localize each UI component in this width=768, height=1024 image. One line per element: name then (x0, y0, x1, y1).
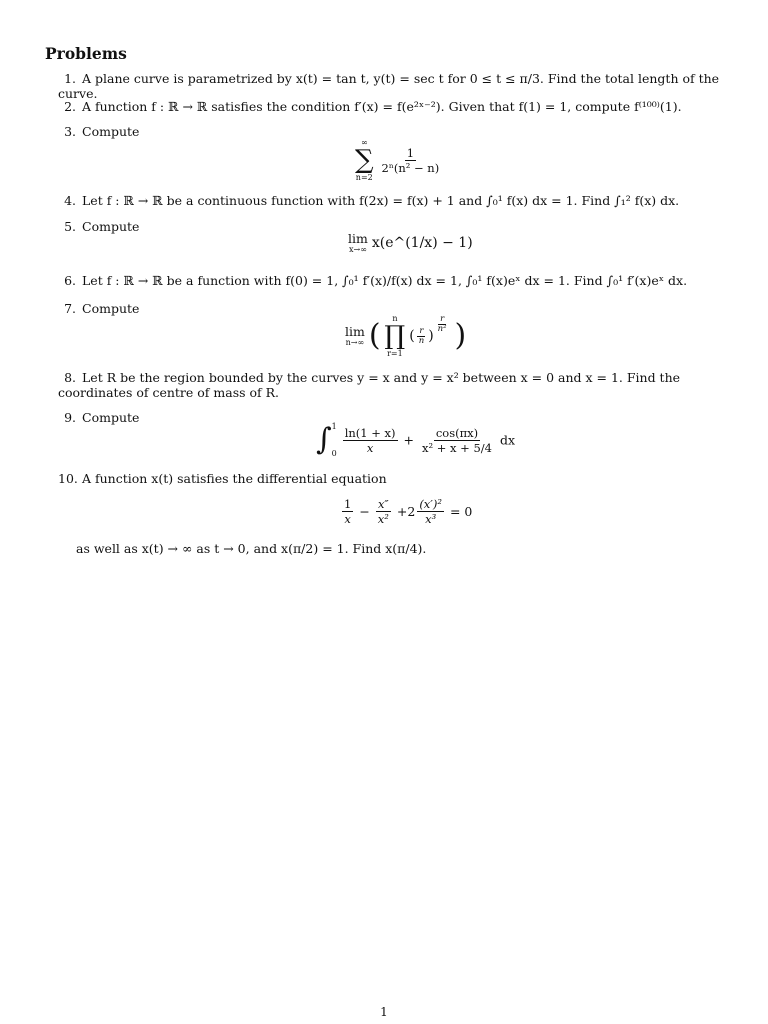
display-sum (355, 138, 443, 182)
sum-symbol: ∑ (355, 145, 374, 175)
integral-symbol: ∫ (316, 422, 332, 457)
problem-text: Compute (82, 410, 140, 425)
de-rhs: = 0 (449, 504, 473, 519)
sum-lower: n=2 (355, 173, 373, 182)
limit-subscript: x→∞ (348, 245, 367, 254)
section-heading: Problems (45, 44, 127, 63)
problem-3 (58, 124, 733, 139)
problem-text: Let f : ℝ → ℝ be a continuous function with f(2x) = f(x) + 1 and ∫₀¹ f(x) dx = 1. Find ∫₁² f(x) dx. (82, 193, 680, 208)
problem-text: Compute (82, 301, 140, 316)
problem-6 (58, 273, 733, 288)
problem-text: Compute (82, 124, 140, 139)
problem-text: Let R be the region bounded by the curves y = x and y = x² between x = 0 and x = 1. Find the coordinates of centre of mass of R. (58, 370, 681, 400)
problem-number: 6. (64, 273, 76, 288)
problem-number: 4. (64, 193, 76, 208)
problem-text: A function f : ℝ → ℝ satisfies the condition f′(x) = f(e²ˣ⁻²). Given that f(1) = 1, compute f⁽¹⁰⁰⁾(1). (82, 99, 682, 114)
display-limit-7: lim n→∞ ( n ∏ r=1 ( $\frac{r}{n}$ ) $\frac{r}{\text{n²}}$ ) (345, 313, 467, 358)
differential: dx (499, 432, 516, 448)
problem-number: 1. (64, 71, 76, 86)
problem-10-tail: as well as x(t) → ∞ as t → 0, and x(π/2) = 1. Find x(π/4). (76, 541, 427, 556)
display-integral: ∫ 1 0 $\frac{\ln(1 + x)}{x}$ + $\frac{\cos(\pi x)}{\text{x² + x + 5/4}}$ dx (316, 422, 516, 458)
integral-lower: 0 (331, 449, 337, 458)
problem-text: Compute (82, 219, 140, 234)
problem-number: 2. (64, 99, 76, 114)
problem-text: A function x(t) satisfies the differential equation (82, 471, 387, 486)
limit-body: x(e^(1/x) − 1) (371, 235, 473, 251)
problem-8 (58, 370, 733, 400)
problem-number: 10. (58, 471, 78, 486)
problem-number: 7. (64, 301, 76, 316)
display-limit-5 (348, 232, 473, 254)
limit-subscript: n→∞ (345, 338, 365, 347)
page-number: 1 (380, 1005, 388, 1019)
de-term-2: $\frac{x''}{\text{x²}}$ (377, 497, 389, 526)
sum-fraction (380, 146, 442, 175)
limit-label: lim (345, 324, 365, 339)
product-symbol: ∏ (384, 321, 406, 351)
problem-number: 3. (64, 124, 76, 139)
limit-label: lim (348, 231, 368, 246)
product-lower: r=1 (387, 349, 403, 358)
de-coefficient: 2 (407, 504, 416, 519)
display-differential-equation: $\frac{1}{x}$ − $\frac{x''}{\text{x²}}$ +2 $\frac{\text{(x′)²}}{\text{x³}}$ = 0 (344, 497, 473, 526)
problem-4 (58, 193, 733, 208)
problem-number: 5. (64, 219, 76, 234)
sum-denominator: 2ⁿ(n² − n) (381, 160, 440, 175)
de-term-3: $\frac{\text{(x′)²}}{\text{x³}}$ (419, 497, 442, 526)
problem-2 (58, 99, 733, 114)
product-exponent: $\frac{r}{\text{n²}}$ (437, 313, 447, 334)
product-upper: n (392, 314, 398, 323)
de-term-1: $\frac{1}{x}$ (344, 497, 352, 526)
problem-number: 8. (64, 370, 76, 385)
integrand-term-2: $\frac{\cos(\pi x)}{\text{x² + x + 5/4}}$ (421, 425, 492, 455)
problem-1 (58, 71, 733, 101)
integrand-term-1: $\frac{\ln(1 + x)}{x}$ (344, 425, 396, 455)
problem-10 (58, 471, 733, 486)
problem-text: A plane curve is parametrized by x(t) = tan t, y(t) = sec t for 0 ≤ t ≤ π/3. Find the total length of the curve. (58, 71, 720, 101)
sum-upper: ∞ (360, 138, 368, 147)
integral-upper: 1 (331, 422, 337, 431)
sum-numerator: 1 (406, 145, 415, 160)
problem-number: 9. (64, 410, 76, 425)
product-base: $\frac{r}{n}$ (418, 325, 425, 346)
problem-text: Let f : ℝ → ℝ be a function with f(0) = 1, ∫₀¹ f′(x)/f(x) dx = 1, ∫₀¹ f(x)eˣ dx = 1. Find ∫₀¹ f′(x)eˣ dx. (82, 273, 688, 288)
